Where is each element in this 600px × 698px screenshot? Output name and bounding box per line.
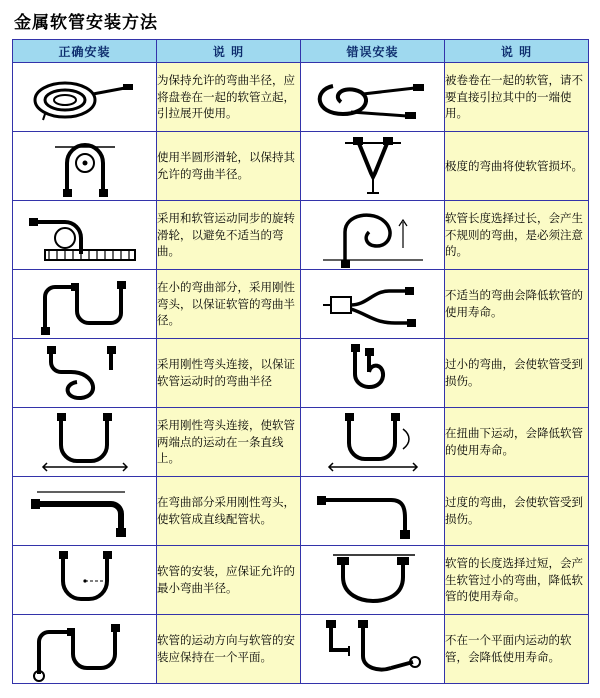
figure-improper-tight-bend-at-fitting [301, 270, 445, 339]
figure-coiled-hose-standing-reel [13, 63, 157, 132]
figure-hose-motion-out-of-plane [301, 615, 445, 684]
table-row [13, 615, 589, 684]
note-wrong: 不在一个平面内运动的软管，会降低使用寿命。 [445, 615, 589, 684]
table-row [13, 339, 589, 408]
figure-too-small-bend-radius-loop [301, 339, 445, 408]
note-correct: 在弯曲部分采用刚性弯头，使软管成直线配管状。 [157, 477, 301, 546]
figure-rigid-elbow-straight-piping [13, 477, 157, 546]
column-header-correct-install: 正确安装 [13, 40, 157, 63]
note-correct: 使用半圆形滑轮，以保持其允许的弯曲半径。 [157, 132, 301, 201]
figure-hose-too-long-irregular-bend [301, 201, 445, 270]
column-header-wrong-install: 错误安装 [301, 40, 445, 63]
note-wrong: 软管长度选择过长，会产生不规则的弯曲，是必须注意的。 [445, 201, 589, 270]
column-header-wrong-note: 说 明 [445, 40, 589, 63]
note-wrong: 被卷卷在一起的软管，请不要直接引拉其中的一端使用。 [445, 63, 589, 132]
table-row [13, 546, 589, 615]
hose-installation-table [12, 39, 589, 684]
table-row [13, 408, 589, 477]
note-wrong: 过度的弯曲，会使软管受到损伤。 [445, 477, 589, 546]
figure-hose-over-half-round-pulley [13, 132, 157, 201]
figure-u-bend-twisting-motion [301, 408, 445, 477]
note-wrong: 软管的长度选择过短，会产生软管过小的弯曲，降低软管的使用寿命。 [445, 546, 589, 615]
note-correct: 在小的弯曲部分，采用刚性弯头，以保证软管的弯曲半径。 [157, 270, 301, 339]
page-title: 金属软管安装方法 [14, 13, 158, 33]
note-correct: 为保持允许的弯曲半径，应将盘卷在一起的软管立起，引拉展开使用。 [157, 63, 301, 132]
note-wrong: 极度的弯曲将使软管损坏。 [445, 132, 589, 201]
note-correct: 采用和软管运动同步的旋转滑轮，以避免不适当的弯曲。 [157, 201, 301, 270]
note-wrong: 在扭曲下运动，会降低软管的使用寿命。 [445, 408, 589, 477]
table-row [13, 477, 589, 546]
table-row [13, 132, 589, 201]
note-wrong: 过小的弯曲，会使软管受到损伤。 [445, 339, 589, 408]
figure-hose-minimum-bend-radius-loop [13, 546, 157, 615]
table-row [13, 270, 589, 339]
table-row [13, 63, 589, 132]
note-correct: 软管的运动方向与软管的安装应保持在一个平面。 [157, 615, 301, 684]
figure-hose-sharp-v-bend [301, 132, 445, 201]
figure-hose-motion-same-plane [13, 615, 157, 684]
note-correct: 软管的安装，应保证允许的最小弯曲半径。 [157, 546, 301, 615]
figure-rigid-elbow-u-loop-connection [13, 339, 157, 408]
figure-hose-with-synchronized-rotating-pulley [13, 201, 157, 270]
figure-coiled-hose-pulled-from-middle [301, 63, 445, 132]
note-correct: 采用刚性弯头连接，以保证软管运动时的弯曲半径 [157, 339, 301, 408]
figure-u-bend-straight-line-motion [13, 408, 157, 477]
figure-hose-too-long-sagging-loop [301, 546, 445, 615]
column-header-correct-note: 说 明 [157, 40, 301, 63]
figure-excessive-bend-at-elbow [301, 477, 445, 546]
figure-rigid-elbow-at-small-bend [13, 270, 157, 339]
note-wrong: 不适当的弯曲会降低软管的使用寿命。 [445, 270, 589, 339]
note-correct: 采用刚性弯头连接，使软管两端点的运动在一条直线上。 [157, 408, 301, 477]
table-row [13, 201, 589, 270]
table-header-row [13, 40, 589, 63]
